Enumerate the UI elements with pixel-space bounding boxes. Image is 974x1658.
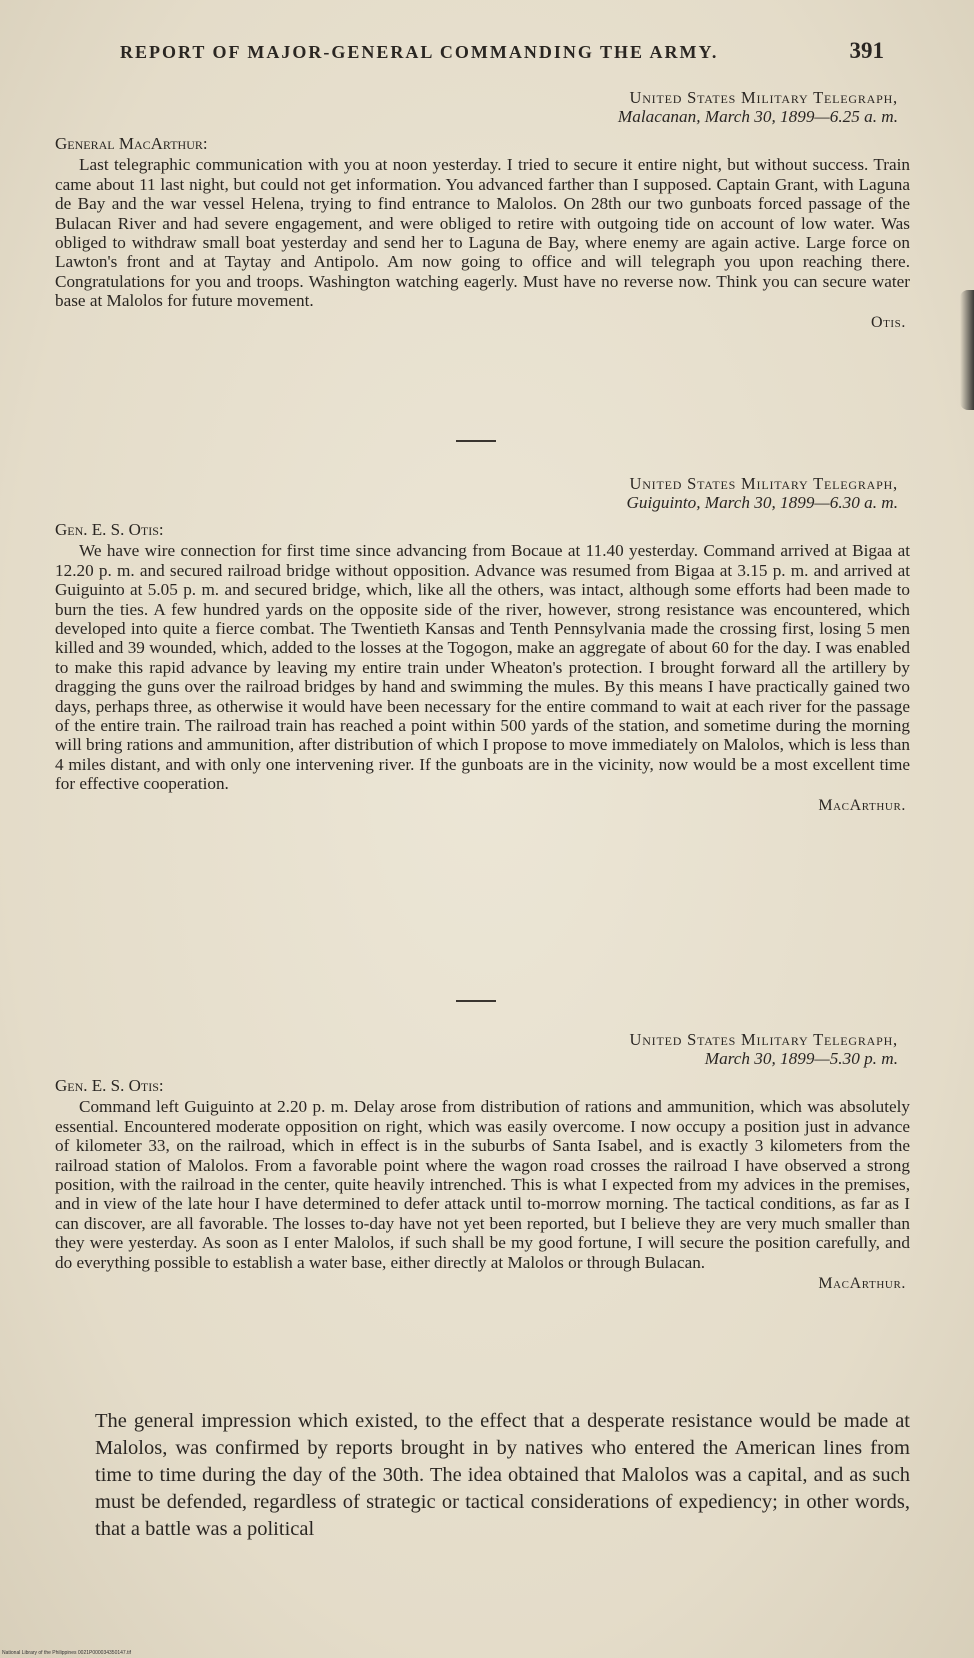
- telegram-signature: Otis.: [870, 313, 906, 331]
- telegram-place-date: Guiguinto, March 30, 1899—6.30 a. m.: [626, 493, 898, 512]
- telegram-body-text: We have wire connection for first time since advancing from Bocaue at 11.40 yesterday. Command arrived at Bigaa at 12.20 p. m. and secured railroad bridge without opposition. Advance was resumed from Bigaa at 3.15 p. m. and arrived at Guiguinto at 5.05 p. m. and secured bridge, which, like all the others, was intact, although some efforts had been made to burn the ties. A few hundred yards on the opposite side of the river, however, strong resistance was encountered, which developed into quite a fierce combat. The Twentieth Kansas and Tenth Pennsylvania made the crossing first, losing 5 men killed and 39 wounded, which, added to the losses at the Togogon, make an aggregate of about 60 for the day. I was enabled to make this rapid advance by leaving my entire train under Wheaton's protection. I brought forward all the artillery by dragging the guns over the railroad bridges by hand and swimming the mules. By this means I have practically gained two days, perhaps three, as otherwise it would have been necessary for the entire command to wait at each river for the passage of the entire train. The railroad train has reached a point within 500 yards of the station, and sometime during the morning will bring rations and ammunition, after distribution of which I propose to move immediately on Malolos, which is less than 4 miles distant, and with only one intervening river. If the gunboats are in the vicinity, now would be a most excellent time for effective cooperation.: [55, 541, 910, 794]
- telegram-salutation: Gen. E. S. Otis:: [55, 520, 164, 539]
- telegram-dateline: [55, 88, 910, 126]
- narrative-section: [95, 1408, 910, 1543]
- telegram-signature: MacArthur.: [818, 1275, 906, 1293]
- page-edge-shadow: [960, 290, 974, 410]
- telegram-organization: United States Military Telegraph,: [629, 88, 898, 107]
- telegram-salutation: General MacArthur:: [55, 134, 208, 153]
- telegram-body-text: Last telegraphic communication with you at noon yesterday. I tried to secure it entire night, but without success. Train came about 11 last night, but could not get information. You advanced farther than I supposed. Captain Grant, with Laguna de Bay and the war vessel Helena, trying to find entrance to Malolos. On 28th our two gunboats forced passage of the Bulacan River and had severe engagement, and were obliged to retire with outgoing tide on account of low water. Was obliged to withdraw small boat yesterday and send her to Laguna de Bay, where enemy are again active. Large force on Lawton's front and at Taytay and Antipolo. Am now going to office and will telegraph you upon reaching there. Congratulations for you and troops. Washington watching eagerly. Must have no reverse now. Think you can secure water base at Malolos for future movement.: [55, 155, 910, 311]
- running-title: REPORT OF MAJOR-GENERAL COMMANDING THE ARMY.: [120, 42, 719, 62]
- telegram-body: [55, 155, 910, 310]
- telegram-organization: United States Military Telegraph,: [629, 1030, 898, 1049]
- section-rule: [456, 440, 496, 442]
- telegram-1: [55, 88, 910, 332]
- footer-credit: National Library of the Philippines 0021P000034350147.tif: [2, 1650, 131, 1656]
- section-rule: [456, 1000, 496, 1002]
- telegram-place-date: March 30, 1899—5.30 p. m.: [704, 1049, 898, 1068]
- telegram-2: [55, 474, 910, 815]
- telegram-place-date: Malacanan, March 30, 1899—6.25 a. m.: [617, 107, 898, 126]
- telegram-signature: MacArthur.: [818, 796, 906, 814]
- telegram-dateline: [55, 474, 910, 512]
- telegram-3: [55, 1030, 910, 1293]
- running-head: [120, 38, 884, 64]
- telegram-organization: United States Military Telegraph,: [629, 474, 898, 493]
- telegram-salutation: Gen. E. S. Otis:: [55, 1076, 164, 1095]
- page-number: 391: [849, 38, 884, 63]
- telegram-body: [55, 1097, 910, 1272]
- telegram-body-text: Command left Guiguinto at 2.20 p. m. Delay arose from distribution of rations and ammunition, which was absolutely essential. Encountered moderate opposition on right, which was easily overcome. I now occupy a position just in advance of kilometer 33, on the railroad, which in effect is in the suburbs of Santa Isabel, and is exactly 3 kilometers from the railroad station of Malolos. From a favorable point where the wagon road crosses the railroad I have observed a strong position, with the railroad in the center, quite heavily intrenched. This is what I expected from my advices in the premises, and in view of the late hour I have determined to defer attack until to-morrow morning. The tactical conditions, as far as I can discover, are all favorable. The losses to-day have not yet been reported, but I believe they are very much smaller than they were yesterday. As soon as I enter Malolos, if such shall be my good fortune, I will secure the position carefully, and do everything possible to establish a water base, either directly at Malolos or through Bulacan.: [55, 1097, 910, 1272]
- narrative-paragraph: The general impression which existed, to the effect that a desperate resistance would be made at Malolos, was confirmed by reports brought in by natives who entered the American lines from time to time during the day of the 30th. The idea obtained that Malolos was a capital, and as such must be defended, regardless of strategic or tactical considerations of expediency; in other words, that a battle was a political: [95, 1410, 910, 1540]
- telegram-dateline: [55, 1030, 910, 1068]
- telegram-body: [55, 541, 910, 793]
